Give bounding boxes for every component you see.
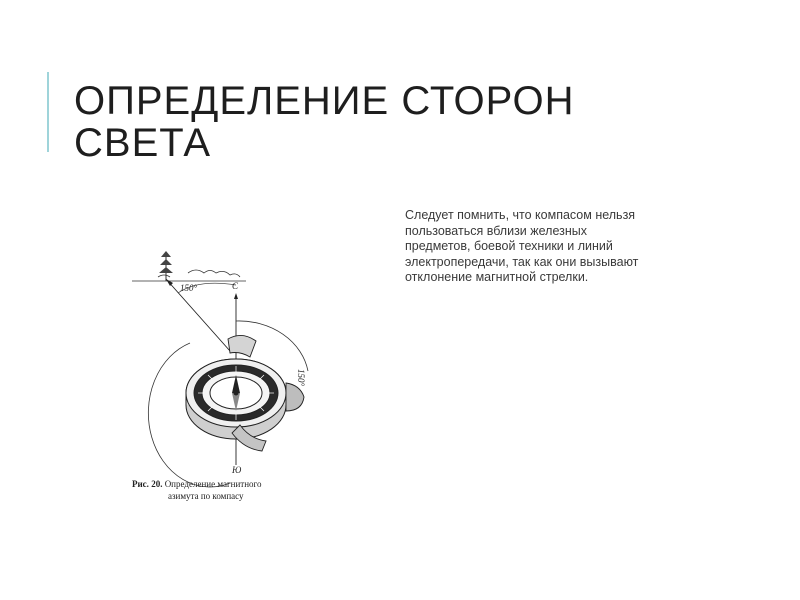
title-line-1: ОПРЕДЕЛЕНИЕ СТОРОН (74, 79, 575, 123)
sight-line (166, 279, 230, 351)
horizon-landscape (132, 270, 246, 281)
figure-caption (132, 479, 262, 489)
side-scale-label: 150° (296, 369, 306, 387)
caption-number: 20. (151, 479, 163, 489)
body-paragraph (405, 208, 725, 286)
azimuth-angle-label: 150° (180, 283, 198, 293)
body-line-3: предметов, боевой техники и линий (405, 239, 613, 253)
caption-line-1: Определение магнитного (164, 479, 262, 489)
compass-figure (128, 243, 328, 505)
south-label: Ю (232, 465, 242, 475)
body-line-1: Следует помнить, что компасом нельзя (405, 208, 636, 222)
caption-prefix: Рис. (132, 479, 149, 489)
body-line-5: отклонение магнитной стрелки. (405, 270, 589, 284)
tree-landmark (159, 251, 173, 281)
body-line-4: электропередачи, так как они вызывают (405, 254, 639, 269)
sight-arrowhead (166, 279, 173, 286)
slide-title (74, 80, 714, 164)
title-accent-line (47, 72, 49, 152)
north-label: С (232, 281, 239, 291)
caption-line-2: азимута по компасу (168, 491, 244, 501)
title-line-2: СВЕТА (74, 121, 212, 165)
body-line-2: пользоваться вблизи железных (405, 223, 588, 238)
